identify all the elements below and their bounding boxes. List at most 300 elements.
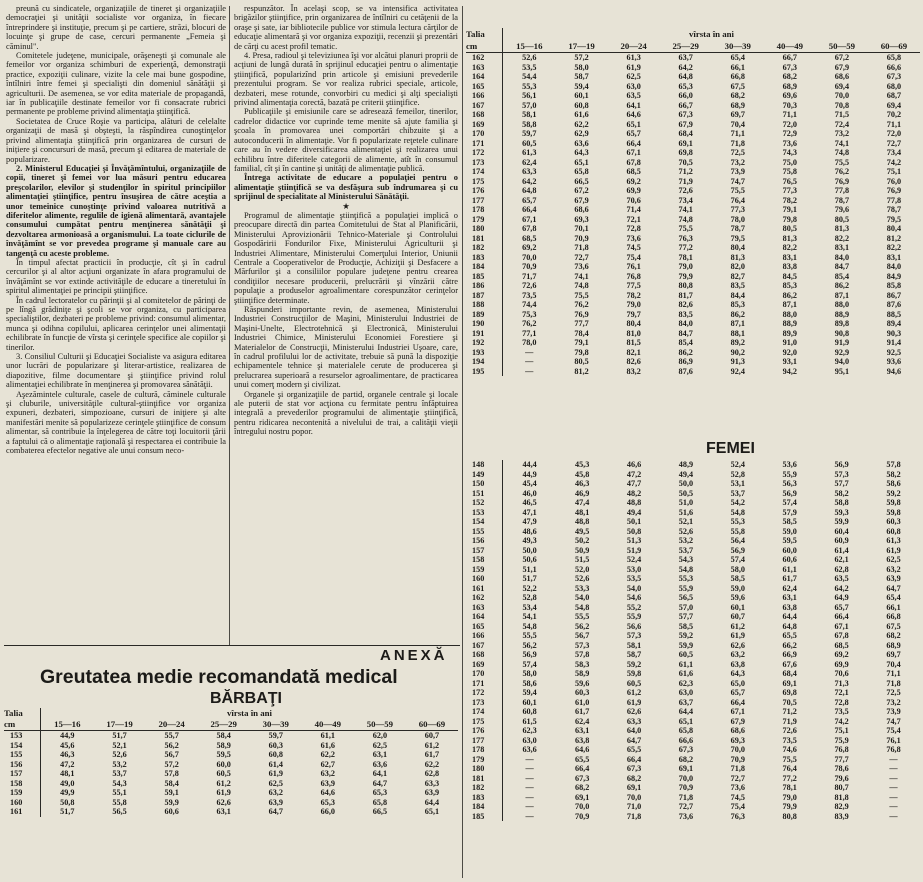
weight-cell: 81,2 — [574, 366, 589, 376]
weight-cell: 73,2 — [834, 129, 850, 139]
weight-cell: 55,1 — [112, 788, 127, 798]
weight-cell: 70,6 — [626, 195, 641, 205]
table-row — [466, 593, 920, 603]
height-cell: 180 — [466, 764, 503, 774]
weight-cell: 59,3 — [834, 507, 849, 517]
weight-cell: 63,6 — [522, 745, 537, 755]
weight-cell: 68,6 — [730, 726, 745, 736]
height-cell: 163 — [466, 603, 503, 613]
weight-cell: 59,5 — [216, 750, 231, 760]
weight-cell: 84,5 — [782, 271, 797, 281]
weight-cell: 76,3 — [678, 233, 693, 243]
weight-cell: 52,6 — [522, 53, 537, 63]
weight-cell: 56,4 — [730, 536, 745, 546]
weight-cell: 58,5 — [782, 517, 797, 527]
weight-cell: 45,6 — [60, 740, 75, 750]
weight-cell: 81,7 — [678, 290, 693, 300]
weight-cell: 72,8 — [626, 224, 641, 234]
weight-cell: 60,1 — [730, 602, 745, 612]
weight-cell: 82,7 — [730, 271, 745, 281]
height-cell: 169 — [466, 660, 503, 670]
weight-cell: 56,6 — [626, 621, 642, 631]
weight-cell: 69,1 — [574, 792, 590, 802]
weight-cell: 60,5 — [216, 769, 231, 779]
table-row — [466, 489, 920, 499]
weight-cell: 65,8 — [574, 167, 589, 177]
weight-cell: 68,5 — [834, 640, 849, 650]
weight-cell: 70,3 — [782, 100, 797, 110]
weight-cell: 49,9 — [60, 788, 75, 798]
height-cell: 167 — [466, 641, 503, 651]
weight-cell: 61,2 — [626, 688, 642, 698]
weight-cell: 72,9 — [782, 129, 797, 139]
weight-cell: 61,1 — [678, 659, 694, 669]
weight-cell: 66,4 — [574, 764, 590, 774]
weight-cell: 51,7 — [522, 574, 537, 584]
height-cell: 161 — [466, 584, 503, 594]
weight-cell: 53,3 — [574, 583, 590, 593]
weight-cell: 68,2 — [782, 72, 797, 82]
height-cell: 154 — [4, 741, 41, 751]
weight-cell: 76,8 — [626, 271, 641, 281]
table-row — [466, 660, 920, 670]
table-row — [466, 631, 920, 641]
table-row — [466, 281, 920, 291]
weight-cell: 51,3 — [626, 536, 642, 546]
weight-cell: 66,7 — [782, 53, 797, 63]
paragraph: ★ — [342, 201, 350, 211]
weight-cell: 64,7 — [886, 583, 901, 593]
weight-cell: 59,7 — [268, 731, 283, 741]
weight-cell: 67,2 — [834, 53, 850, 63]
weight-cell: 58,6 — [886, 479, 901, 489]
weight-cell: 60,0 — [216, 759, 231, 769]
weight-cell: 64,4 — [678, 707, 694, 717]
weight-cell: 80,4 — [730, 243, 745, 253]
weight-cell: 68,7 — [886, 91, 902, 101]
weight-cell: 79,1 — [574, 338, 589, 348]
weight-cell: 73,9 — [730, 167, 745, 177]
weight-cell: 56,1 — [522, 91, 537, 101]
height-cell: 157 — [466, 546, 503, 556]
weight-cell: 63,0 — [522, 735, 537, 745]
article-column-1 — [6, 4, 226, 642]
height-cell: 195 — [466, 367, 503, 377]
weight-cell: 64,3 — [574, 148, 589, 158]
weight-cell: 88,0 — [834, 300, 850, 310]
weight-cell: 68,4 — [678, 129, 693, 139]
weight-cell: 62,7 — [320, 759, 335, 769]
table-row — [466, 139, 920, 149]
weight-cell: 79,0 — [782, 792, 797, 802]
weight-cell: 57,4 — [730, 555, 745, 565]
weight-cell: 50,0 — [678, 479, 694, 489]
weight-cell: 47,2 — [60, 759, 75, 769]
weight-cell: 76,3 — [730, 811, 745, 821]
weight-cell: 84,7 — [678, 328, 693, 338]
weight-cell: 73,4 — [886, 148, 902, 158]
weight-cell: 59,6 — [574, 678, 590, 688]
weight-cell: 87,1 — [730, 319, 745, 329]
table-row — [466, 774, 920, 784]
weight-cell: 73,6 — [626, 233, 641, 243]
paragraph: 3. Consiliul Culturii şi Educaţiei Socialiste va asigura editarea unor lucrări de popularizare şi literar-artistice, realizarea de diapozitive, filme documentare şi ştiinţifice privind rolul alimentaţiei echilibrate în menţinerea şi promovarea sănătăţii. — [6, 352, 226, 390]
table-row — [466, 536, 920, 546]
weight-cell: 71,8 — [678, 792, 694, 802]
weight-cell: 61,9 — [216, 788, 231, 798]
weight-cell: 64,2 — [834, 583, 849, 593]
weight-cell: 55,3 — [730, 517, 745, 527]
table-row — [466, 717, 920, 727]
weight-cell: 45,3 — [574, 460, 590, 470]
table-row — [466, 348, 920, 358]
weight-cell: — — [525, 347, 534, 357]
weight-cell: 55,2 — [626, 602, 642, 612]
height-cell: 166 — [466, 91, 503, 101]
table-row — [466, 479, 920, 489]
weight-cell: 63,3 — [626, 716, 642, 726]
weight-cell: 44,9 — [60, 731, 75, 741]
age-column-header: 25—29 — [660, 40, 712, 53]
weight-cell: 70,9 — [574, 811, 590, 821]
weight-cell: 61,6 — [320, 740, 335, 750]
weight-cell: 58,9 — [216, 740, 231, 750]
weight-cell: 54,8 — [574, 602, 590, 612]
table-row — [466, 177, 920, 187]
weight-cell: 61,2 — [424, 740, 440, 750]
weight-cell: 71,1 — [886, 119, 902, 129]
height-cell: 170 — [466, 669, 503, 679]
weight-cell: 61,0 — [574, 697, 590, 707]
talia-header: Talia — [4, 708, 41, 719]
weight-cell: 58,6 — [522, 678, 537, 688]
weight-cell: 50,8 — [626, 526, 642, 536]
height-cell: 188 — [466, 300, 503, 310]
weight-cell: 70,5 — [782, 697, 797, 707]
weight-cell: 82,6 — [678, 300, 693, 310]
weight-cell: 69,2 — [626, 176, 641, 186]
weight-cell: 83,1 — [782, 252, 797, 262]
weight-cell: 62,3 — [522, 726, 537, 736]
weight-cell: 75,4 — [886, 726, 901, 736]
weight-cell: 69,1 — [782, 678, 797, 688]
weight-cell: 59,4 — [522, 688, 537, 698]
weight-cell: 63,8 — [574, 735, 590, 745]
height-cell: 152 — [466, 498, 503, 508]
weight-cell: 78,7 — [886, 205, 902, 215]
weight-cell: 85,4 — [834, 271, 850, 281]
height-cell: 162 — [466, 53, 503, 63]
height-cell: 158 — [466, 555, 503, 565]
weight-cell: 93,6 — [886, 357, 902, 367]
height-cell: 156 — [4, 760, 41, 770]
table-row — [466, 669, 920, 679]
weight-cell: 54,4 — [522, 72, 537, 82]
weight-cell: 82,6 — [626, 357, 641, 367]
weight-cell: 62,3 — [678, 678, 694, 688]
weight-cell: 68,2 — [678, 754, 694, 764]
table-row — [466, 622, 920, 632]
table-row — [4, 750, 458, 760]
paragraph: preună cu sindicatele, organizaţiile de tineret şi organizaţiile democraţiei şi unităţii socialiste vor organiza, în fiecare întreprindere şi instituţie, precum şi pe cartiere, străzi, blocuri de locuinţe şi grupe de case, cercuri permanente „Femeia şi căminul". — [6, 4, 226, 51]
weight-cell: 71,9 — [782, 716, 797, 726]
weight-cell: 81,0 — [626, 328, 641, 338]
weight-cell: 60,3 — [268, 740, 283, 750]
height-cell: 187 — [466, 291, 503, 301]
weight-cell: 88,0 — [782, 309, 797, 319]
table-row — [466, 498, 920, 508]
weight-cell: 54,8 — [730, 507, 745, 517]
weight-cell: 59,9 — [164, 797, 179, 807]
weight-cell: 67,1 — [522, 214, 537, 224]
weight-cell: 67,1 — [730, 707, 745, 717]
weight-cell: 63,0 — [626, 81, 641, 91]
weight-cell: 85,3 — [730, 300, 745, 310]
weight-cell: 68,9 — [886, 640, 901, 650]
weight-cell: 73,6 — [678, 811, 694, 821]
weight-cell: 74,7 — [730, 176, 745, 186]
weight-cell: 49,4 — [678, 469, 694, 479]
table-row — [466, 186, 920, 196]
paragraph: Răspunderi importante revin, de asemenea, Ministerului Industriei Construcţiilor de Maşini, Ministerului Industriei de Maşini-Unelte, Electrotehnică şi Electronică, Ministerului Industriei Chimice, Ministerului Economiei Forestiere şi Materialelor de Construcţii, Ministerului Industriei Uşoare, care, în cadrul profilului lor de activitate, trebuie să pună la dispoziţie echipamentele tehnice şi materialele cerute de producerea şi prelucrarea superioară a resurselor agroalimentare, de practicarea unui comerţ modern şi civilizat. — [234, 305, 458, 390]
weight-cell: 55,3 — [522, 81, 537, 91]
weight-cell: 49,4 — [626, 507, 642, 517]
table-row — [466, 650, 920, 660]
weight-cell: 48,8 — [626, 498, 642, 508]
weight-cell: 71,1 — [730, 129, 745, 139]
weight-cell: 50,5 — [678, 488, 694, 498]
weight-cell: 67,5 — [730, 81, 745, 91]
weight-cell: 72,7 — [730, 773, 745, 783]
height-cell: 178 — [466, 745, 503, 755]
weight-cell: 63,6 — [372, 759, 388, 769]
weight-cell: 72,7 — [574, 252, 589, 262]
weight-cell: 65,1 — [424, 807, 440, 817]
weight-cell: 74,8 — [678, 214, 693, 224]
table-row — [466, 53, 920, 63]
weight-cell: 48,2 — [626, 488, 642, 498]
weight-cell: 63,2 — [268, 788, 283, 798]
weight-cell: 71,9 — [678, 176, 693, 186]
weight-cell: 67,3 — [886, 72, 902, 82]
height-cell: 164 — [466, 72, 503, 82]
women-weight-table — [466, 460, 920, 821]
weight-cell: 70,0 — [522, 252, 537, 262]
weight-cell: 45,8 — [574, 469, 590, 479]
weight-cell: 66,6 — [678, 735, 694, 745]
height-cell: 184 — [466, 802, 503, 812]
weight-cell: 94,2 — [782, 366, 797, 376]
weight-cell: 53,5 — [522, 62, 537, 72]
weight-cell: — — [525, 802, 534, 812]
height-cell: 168 — [466, 650, 503, 660]
table-row — [466, 215, 920, 225]
weight-cell: — — [525, 773, 534, 783]
weight-cell: 69,8 — [782, 688, 797, 698]
weight-cell: 65,8 — [886, 53, 902, 63]
weight-cell: 62,5 — [268, 778, 283, 788]
table-row — [466, 584, 920, 594]
weight-cell: 90,2 — [730, 347, 745, 357]
weight-cell: 44,4 — [522, 460, 537, 470]
weight-cell: 56,7 — [164, 750, 179, 760]
weight-cell: 48,1 — [60, 769, 75, 779]
weight-cell: 63,3 — [424, 778, 440, 788]
weight-cell: 61,3 — [626, 53, 641, 63]
weight-cell: 80,4 — [886, 224, 902, 234]
weight-cell: 48,9 — [678, 460, 694, 470]
weight-cell: 77,7 — [574, 319, 589, 329]
height-cell: 183 — [466, 793, 503, 803]
weight-cell: 88,5 — [886, 309, 902, 319]
height-cell: 177 — [466, 736, 503, 746]
weight-cell: 57,3 — [834, 469, 849, 479]
weight-cell: 46,3 — [60, 750, 75, 760]
weight-cell: 79,8 — [782, 214, 797, 224]
weight-cell: 77,1 — [522, 328, 537, 338]
weight-cell: 70,9 — [678, 783, 694, 793]
weight-cell: 51,0 — [678, 498, 694, 508]
weight-cell: 64,4 — [424, 797, 440, 807]
weight-cell: 75,1 — [886, 167, 902, 177]
weight-cell: 69,7 — [730, 110, 745, 120]
table-row — [466, 291, 920, 301]
weight-cell: 79,1 — [782, 205, 797, 215]
height-cell: 185 — [466, 812, 503, 822]
weight-cell: 59,5 — [782, 536, 797, 546]
weight-cell: 65,5 — [626, 745, 642, 755]
height-cell: 153 — [466, 508, 503, 518]
weight-cell: 71,8 — [730, 138, 745, 148]
table-row — [466, 527, 920, 537]
weight-cell: 59,2 — [886, 488, 901, 498]
table-row — [466, 736, 920, 746]
weight-cell: 70,2 — [886, 110, 902, 120]
weight-cell: 90,8 — [834, 328, 850, 338]
height-cell: 175 — [466, 177, 503, 187]
weight-cell: 73,5 — [522, 290, 537, 300]
weight-cell: — — [889, 802, 898, 812]
table-row — [466, 574, 920, 584]
weight-cell: 93,1 — [782, 357, 797, 367]
weight-cell: 66,4 — [626, 754, 642, 764]
weight-cell: 50,8 — [60, 797, 75, 807]
table-row — [466, 367, 920, 377]
weight-cell: 52,1 — [678, 517, 694, 527]
weight-cell: 67,3 — [782, 62, 797, 72]
weight-cell: 78,0 — [522, 338, 537, 348]
weight-cell: 75,5 — [574, 290, 589, 300]
weight-cell: 87,1 — [782, 300, 797, 310]
section-rule — [4, 645, 460, 646]
weight-cell: 81,5 — [626, 338, 641, 348]
weight-cell: 66,1 — [886, 602, 901, 612]
weight-cell: 63,1 — [574, 726, 590, 736]
height-cell: 194 — [466, 357, 503, 367]
weight-cell: 80,5 — [574, 357, 589, 367]
table-row — [466, 641, 920, 651]
weight-cell: 63,8 — [782, 602, 797, 612]
weight-cell: 84,4 — [730, 290, 745, 300]
weight-cell: 77,3 — [730, 205, 745, 215]
weight-cell: 78,1 — [678, 252, 693, 262]
weight-cell: 94,6 — [886, 366, 902, 376]
weight-cell: 76,0 — [886, 176, 902, 186]
weight-cell: 64,1 — [372, 769, 388, 779]
weight-cell: 76,2 — [522, 319, 537, 329]
weight-cell: 54,0 — [626, 583, 642, 593]
weight-cell: 67,9 — [574, 195, 589, 205]
weight-cell: 65,4 — [730, 53, 745, 63]
weight-cell: 92,5 — [886, 347, 902, 357]
weight-cell: 82,9 — [834, 802, 849, 812]
age-column-header: 20—24 — [608, 40, 660, 53]
weight-cell: 79,5 — [730, 233, 745, 243]
weight-cell: 56,5 — [678, 593, 694, 603]
weight-cell: 53,4 — [522, 602, 537, 612]
weight-cell: 59,2 — [678, 631, 694, 641]
weight-cell: 56,9 — [782, 488, 797, 498]
weight-cell: 76,1 — [886, 735, 901, 745]
weight-cell: 89,8 — [834, 319, 850, 329]
weight-cell: 77,8 — [886, 195, 902, 205]
table-title: Greutatea medie recomandată medical — [40, 666, 398, 688]
weight-cell: 59,7 — [522, 129, 537, 139]
age-column-header: 50—59 — [816, 40, 868, 53]
weight-cell: 61,7 — [782, 574, 797, 584]
weight-cell: 57,0 — [522, 100, 537, 110]
weight-cell: 84,7 — [834, 262, 850, 272]
weight-cell: 59,8 — [886, 498, 901, 508]
height-cell: 174 — [466, 707, 503, 717]
height-cell: 191 — [466, 329, 503, 339]
weight-cell: 84,0 — [886, 262, 902, 272]
weight-cell: 85,4 — [678, 338, 693, 348]
weight-cell: 62,5 — [626, 72, 641, 82]
weight-cell: 63,8 — [730, 659, 745, 669]
height-cell: 179 — [466, 755, 503, 765]
height-cell: 161 — [4, 807, 41, 817]
weight-cell: 66,4 — [834, 612, 849, 622]
weight-cell: 62,6 — [730, 640, 745, 650]
weight-cell: 77,8 — [834, 186, 850, 196]
weight-cell: 79,0 — [678, 262, 693, 272]
weight-cell: 52,8 — [522, 593, 537, 603]
height-cell: 158 — [4, 779, 41, 789]
weight-cell: 60,5 — [522, 138, 537, 148]
weight-cell: — — [525, 357, 534, 367]
table-row — [466, 63, 920, 73]
weight-cell: 66,8 — [886, 612, 901, 622]
weight-cell: 57,2 — [574, 53, 589, 63]
weight-cell: 67,3 — [626, 764, 642, 774]
unit-header: cm — [466, 40, 503, 53]
weight-cell: 82,2 — [886, 243, 902, 253]
weight-cell: 52,0 — [574, 564, 590, 574]
height-cell: 192 — [466, 338, 503, 348]
weight-cell: 70,4 — [730, 119, 745, 129]
age-column-header: 40—49 — [302, 719, 354, 731]
weight-cell: 61,1 — [782, 564, 797, 574]
weight-cell: 76,4 — [730, 195, 745, 205]
height-cell: 176 — [466, 726, 503, 736]
weight-cell: 82,2 — [782, 243, 797, 253]
weight-cell: 54,8 — [678, 564, 694, 574]
weight-cell: 68,2 — [886, 631, 901, 641]
weight-cell: 65,7 — [834, 602, 849, 612]
weight-cell: 64,6 — [320, 788, 335, 798]
weight-cell: 71,1 — [886, 669, 901, 679]
